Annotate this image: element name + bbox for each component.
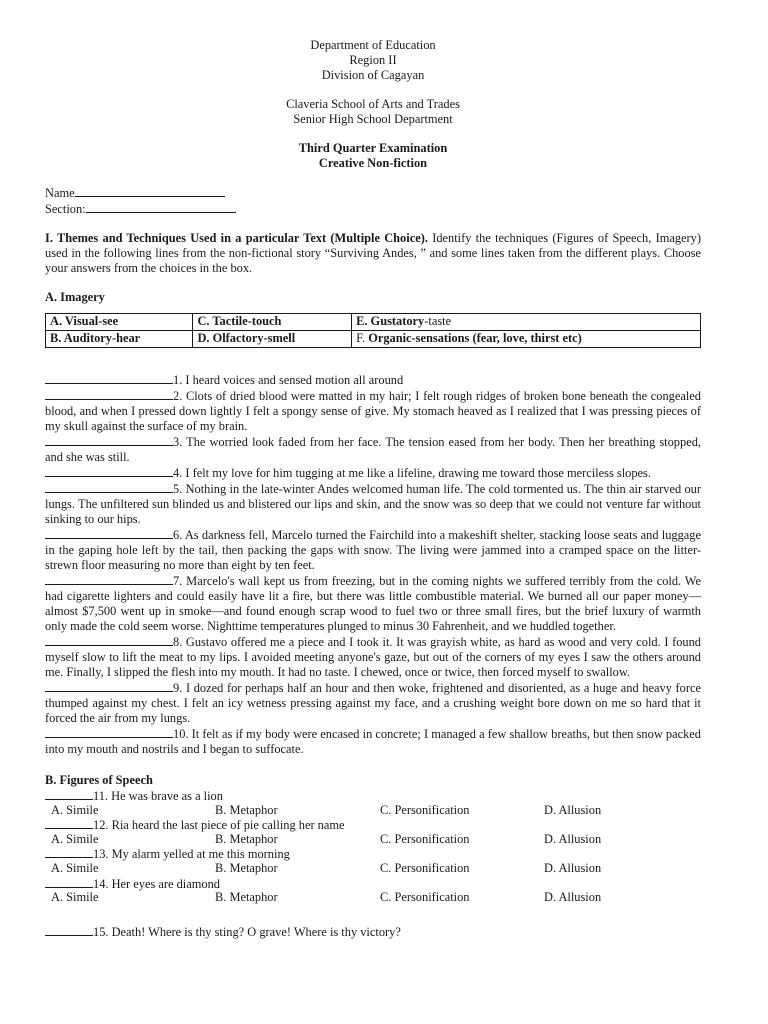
question-3: 3. The worried look faded from her face. The tension eased from her body. Then her breathing stopped, and she was still. <box>45 435 701 464</box>
question-8: 8. Gustavo offered me a piece and I took it. It was grayish white, as hard as wood and very cold. I found myself slow to lift the meat to my lips. I avoided meeting anyone's gaze, but out of the corners of my eyes I saw the others around me. Finally, I slipped the flesh into my mouth. It had no taste. I chewed, once or twice, then forced myself to swallow. <box>45 635 701 679</box>
answer-blank[interactable] <box>45 434 173 446</box>
choices-row <box>45 891 701 905</box>
answer-blank[interactable] <box>45 465 173 477</box>
question-14: 14. Her eyes are diamond A. Simile B. Metaphor C. Personification D. Allusion <box>45 876 701 905</box>
question-12: 12. Ria heard the last piece of pie calling her name A. Simile B. Metaphor C. Personification D. Allusion <box>45 817 701 846</box>
option-c[interactable]: C. Personification <box>380 890 470 905</box>
header-exam: Third Quarter Examination <box>298 141 448 155</box>
option-b[interactable]: B. Metaphor <box>215 802 278 817</box>
choice-c: C. Tactile-touch <box>193 314 352 331</box>
answer-blank[interactable] <box>45 876 93 888</box>
student-info <box>45 185 701 217</box>
choice-a: A. Visual-see <box>46 314 193 331</box>
option-a[interactable]: A. Simile <box>51 802 99 817</box>
question-1: 1. I heard voices and sensed motion all around <box>45 372 701 388</box>
question-7: 7. Marcelo's wall kept us from freezing, but in the coming nights we suffered terribly from the cold. We had cigarette lighters and could easily have lit a fire, but there was little combustible material. We burned all our paper money—almost $7,500 went up in smoke—and found enough scrap wood to fuel two or three small fires, but the brief luxury of warmth only made the cold seem worse. Nighttime temperatures plunged to minus 30 Fahrenheit, and we huddled together. <box>45 574 701 633</box>
header-subject: Creative Non-fiction <box>318 156 428 170</box>
question-13: 13. My alarm yelled at me this morning A. Simile B. Metaphor C. Personification D. Allusion <box>45 846 701 875</box>
option-d[interactable]: D. Allusion <box>544 831 602 846</box>
question-6: 6. As darkness fell, Marcelo turned the Fairchild into a makeshift shelter, stacking loose seats and luggage in the gaping hole left by the tail, then packing the gaps with snow. The living were jammed into a cramped space on the litter-strewn floor measuring no more than eight by ten feet. <box>45 528 701 572</box>
figures-questions <box>45 788 701 940</box>
question-2: 2. Clots of dried blood were matted in my hair; I felt rough ridges of broken bone beneath the congealed blood, and when I pressed down lightly I felt a spongy sense of give. My stomach heaved as I realized that I was pressing pieces of my skull against the surface of my brain. <box>45 389 701 433</box>
option-c[interactable]: C. Personification <box>380 860 470 875</box>
section-label: Section: <box>45 202 86 216</box>
name-label: Name <box>45 186 75 200</box>
header-dept: Department of Education <box>310 38 436 52</box>
choice-f: F. Organic-sensations (fear, love, thirst etc) <box>352 331 701 348</box>
option-b[interactable]: B. Metaphor <box>215 890 278 905</box>
answer-blank[interactable] <box>45 846 93 858</box>
answer-blank[interactable] <box>45 726 173 738</box>
part1-instructions <box>45 231 701 276</box>
name-field[interactable] <box>75 185 225 197</box>
table-row <box>46 331 701 348</box>
option-a[interactable]: A. Simile <box>51 860 99 875</box>
part1-title: I. Themes and Techniques Used in a particular Text (Multiple Choice). <box>45 231 428 245</box>
option-c[interactable]: C. Personification <box>380 831 470 846</box>
choices-row <box>45 833 701 847</box>
option-c[interactable]: C. Personification <box>380 802 470 817</box>
question-9: 9. I dozed for perhaps half an hour and then woke, frightened and disoriented, as a huge and heavy force thumped against my chest. I felt an icy wetness pressing against my face, and a crushing weight bore down on me so hard that it forced the air from my lungs. <box>45 681 701 725</box>
option-b[interactable]: B. Metaphor <box>215 860 278 875</box>
imagery-heading: A. Imagery <box>45 290 105 304</box>
header-department: Senior High School Department <box>293 112 453 126</box>
answer-blank[interactable] <box>45 817 93 829</box>
option-d[interactable]: D. Allusion <box>544 860 602 875</box>
table-row <box>46 314 701 331</box>
option-d[interactable]: D. Allusion <box>544 802 602 817</box>
header-division: Division of Cagayan <box>321 68 425 82</box>
document-header <box>45 38 701 171</box>
question-15: 15. Death! Where is thy sting? O grave! Where is thy victory? <box>45 924 701 940</box>
question-5: 5. Nothing in the late-winter Andes welcomed human life. The cold tormented us. The thin air starved our lungs. The unfiltered sun blinded us and blistered our lips and skin, and the snow was so deep that we could not venture far without sinking to our hips. <box>45 482 701 526</box>
answer-blank[interactable] <box>45 634 173 646</box>
header-school: Claveria School of Arts and Trades <box>286 97 460 111</box>
question-10: 10. It felt as if my body were encased in concrete; I managed a few shallow breaths, but then snow packed into my mouth and nostrils and I began to suffocate. <box>45 727 701 756</box>
question-4: 4. I felt my love for him tugging at me like a lifeline, drawing me toward those merciless slopes. <box>45 465 701 481</box>
answer-blank[interactable] <box>45 527 173 539</box>
answer-blank[interactable] <box>45 481 173 493</box>
option-d[interactable]: D. Allusion <box>544 890 602 905</box>
option-b[interactable]: B. Metaphor <box>215 831 278 846</box>
answer-blank[interactable] <box>45 573 173 585</box>
option-a[interactable]: A. Simile <box>51 831 99 846</box>
choices-row <box>45 862 701 876</box>
section-field[interactable] <box>86 201 236 213</box>
answer-blank[interactable] <box>45 924 93 936</box>
choice-e: E. Gustatory-taste <box>352 314 701 331</box>
answer-blank[interactable] <box>45 372 173 384</box>
figures-heading: B. Figures of Speech <box>45 773 153 787</box>
choice-b: B. Auditory-hear <box>46 331 193 348</box>
choices-row <box>45 804 701 818</box>
answer-blank[interactable] <box>45 680 173 692</box>
exam-page <box>45 38 701 940</box>
answer-blank[interactable] <box>45 388 173 400</box>
imagery-questions <box>45 372 701 757</box>
choice-d: D. Olfactory-smell <box>193 331 352 348</box>
answer-blank[interactable] <box>45 788 93 800</box>
imagery-choices-table <box>45 313 701 348</box>
part1-text: Identify the techniques (Figures of Speech, Imagery) used in the following lines from the non-fictional story “Surviving Andes, ” and some lines taken from the different plays. Choose your answers from the choices in the box. <box>45 231 702 275</box>
question-11: 11. He was brave as a lion A. Simile B. Metaphor C. Personification D. Allusion <box>45 788 701 817</box>
option-a[interactable]: A. Simile <box>51 890 99 905</box>
header-region: Region II <box>349 53 397 67</box>
